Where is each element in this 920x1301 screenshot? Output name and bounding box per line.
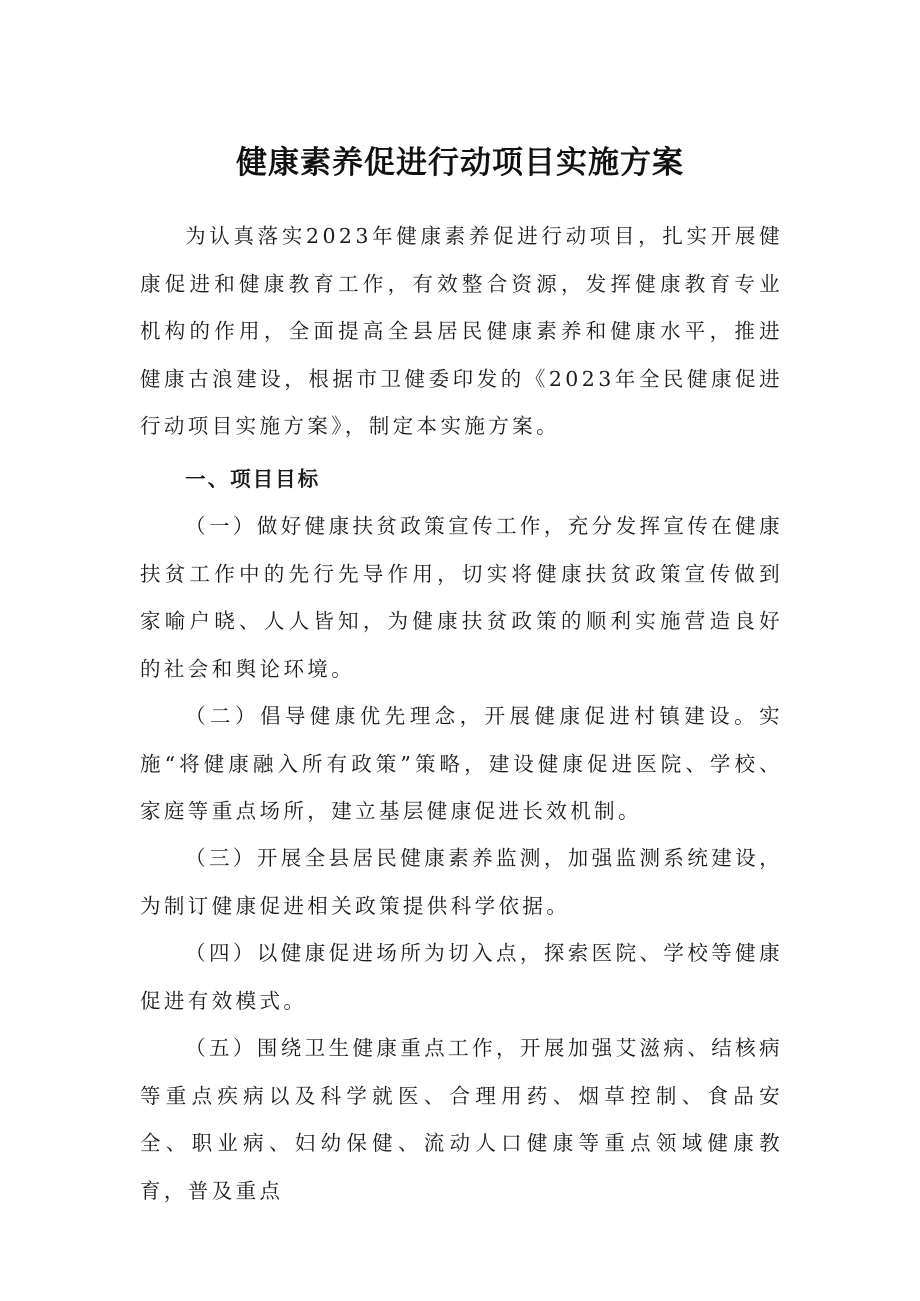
goal-item-4: （四）以健康促进场所为切入点，探索医院、学校等健康促进有效模式。 <box>140 941 783 1013</box>
section-1-block <box>140 456 783 504</box>
goal-item-3: （三）开展全县居民健康素养监测，加强监测系统建设，为制订健康促进相关政策提供科学依据。 <box>140 846 783 918</box>
document-title: 健康素养促进行动项目实施方案 <box>236 145 684 181</box>
item-1-block <box>140 503 783 693</box>
item-2-block <box>140 693 783 836</box>
section-heading: 一、项目目标 <box>185 467 321 491</box>
goal-item-2: （二）倡导健康优先理念，开展健康促进村镇建设。实施“将健康融入所有政策”策略，建设健康促进医院、学校、家庭等重点场所，建立基层健康促进长效机制。 <box>140 704 783 823</box>
item-5-block <box>140 1025 783 1215</box>
item-3-block <box>140 835 783 930</box>
item-4-block <box>140 930 783 1025</box>
intro-paragraph: 为认真落实2023年健康素养促进行动项目，扎实开展健康促进和健康教育工作，有效整合资源，发挥健康教育专业机构的作用，全面提高全县居民健康素养和健康水平，推进健康古浪建设，根据市卫健委印发的《2023年全民健康促进行动项目实施方案》，制定本实施方案。 <box>140 224 783 438</box>
goal-item-1: （一）做好健康扶贫政策宣传工作，充分发挥宣传在健康扶贫工作中的先行先导作用，切实将健康扶贫政策宣传做到家喻户晓、人人皆知，为健康扶贫政策的顺利实施营造良好的社会和舆论环境。 <box>140 514 783 681</box>
intro-block <box>140 213 783 451</box>
goal-item-5: （五）围绕卫生健康重点工作，开展加强艾滋病、结核病等重点疾病以及科学就医、合理用药、烟草控制、食品安全、职业病、妇幼保健、流动人口健康等重点领域健康教育，普及重点 <box>140 1036 783 1203</box>
